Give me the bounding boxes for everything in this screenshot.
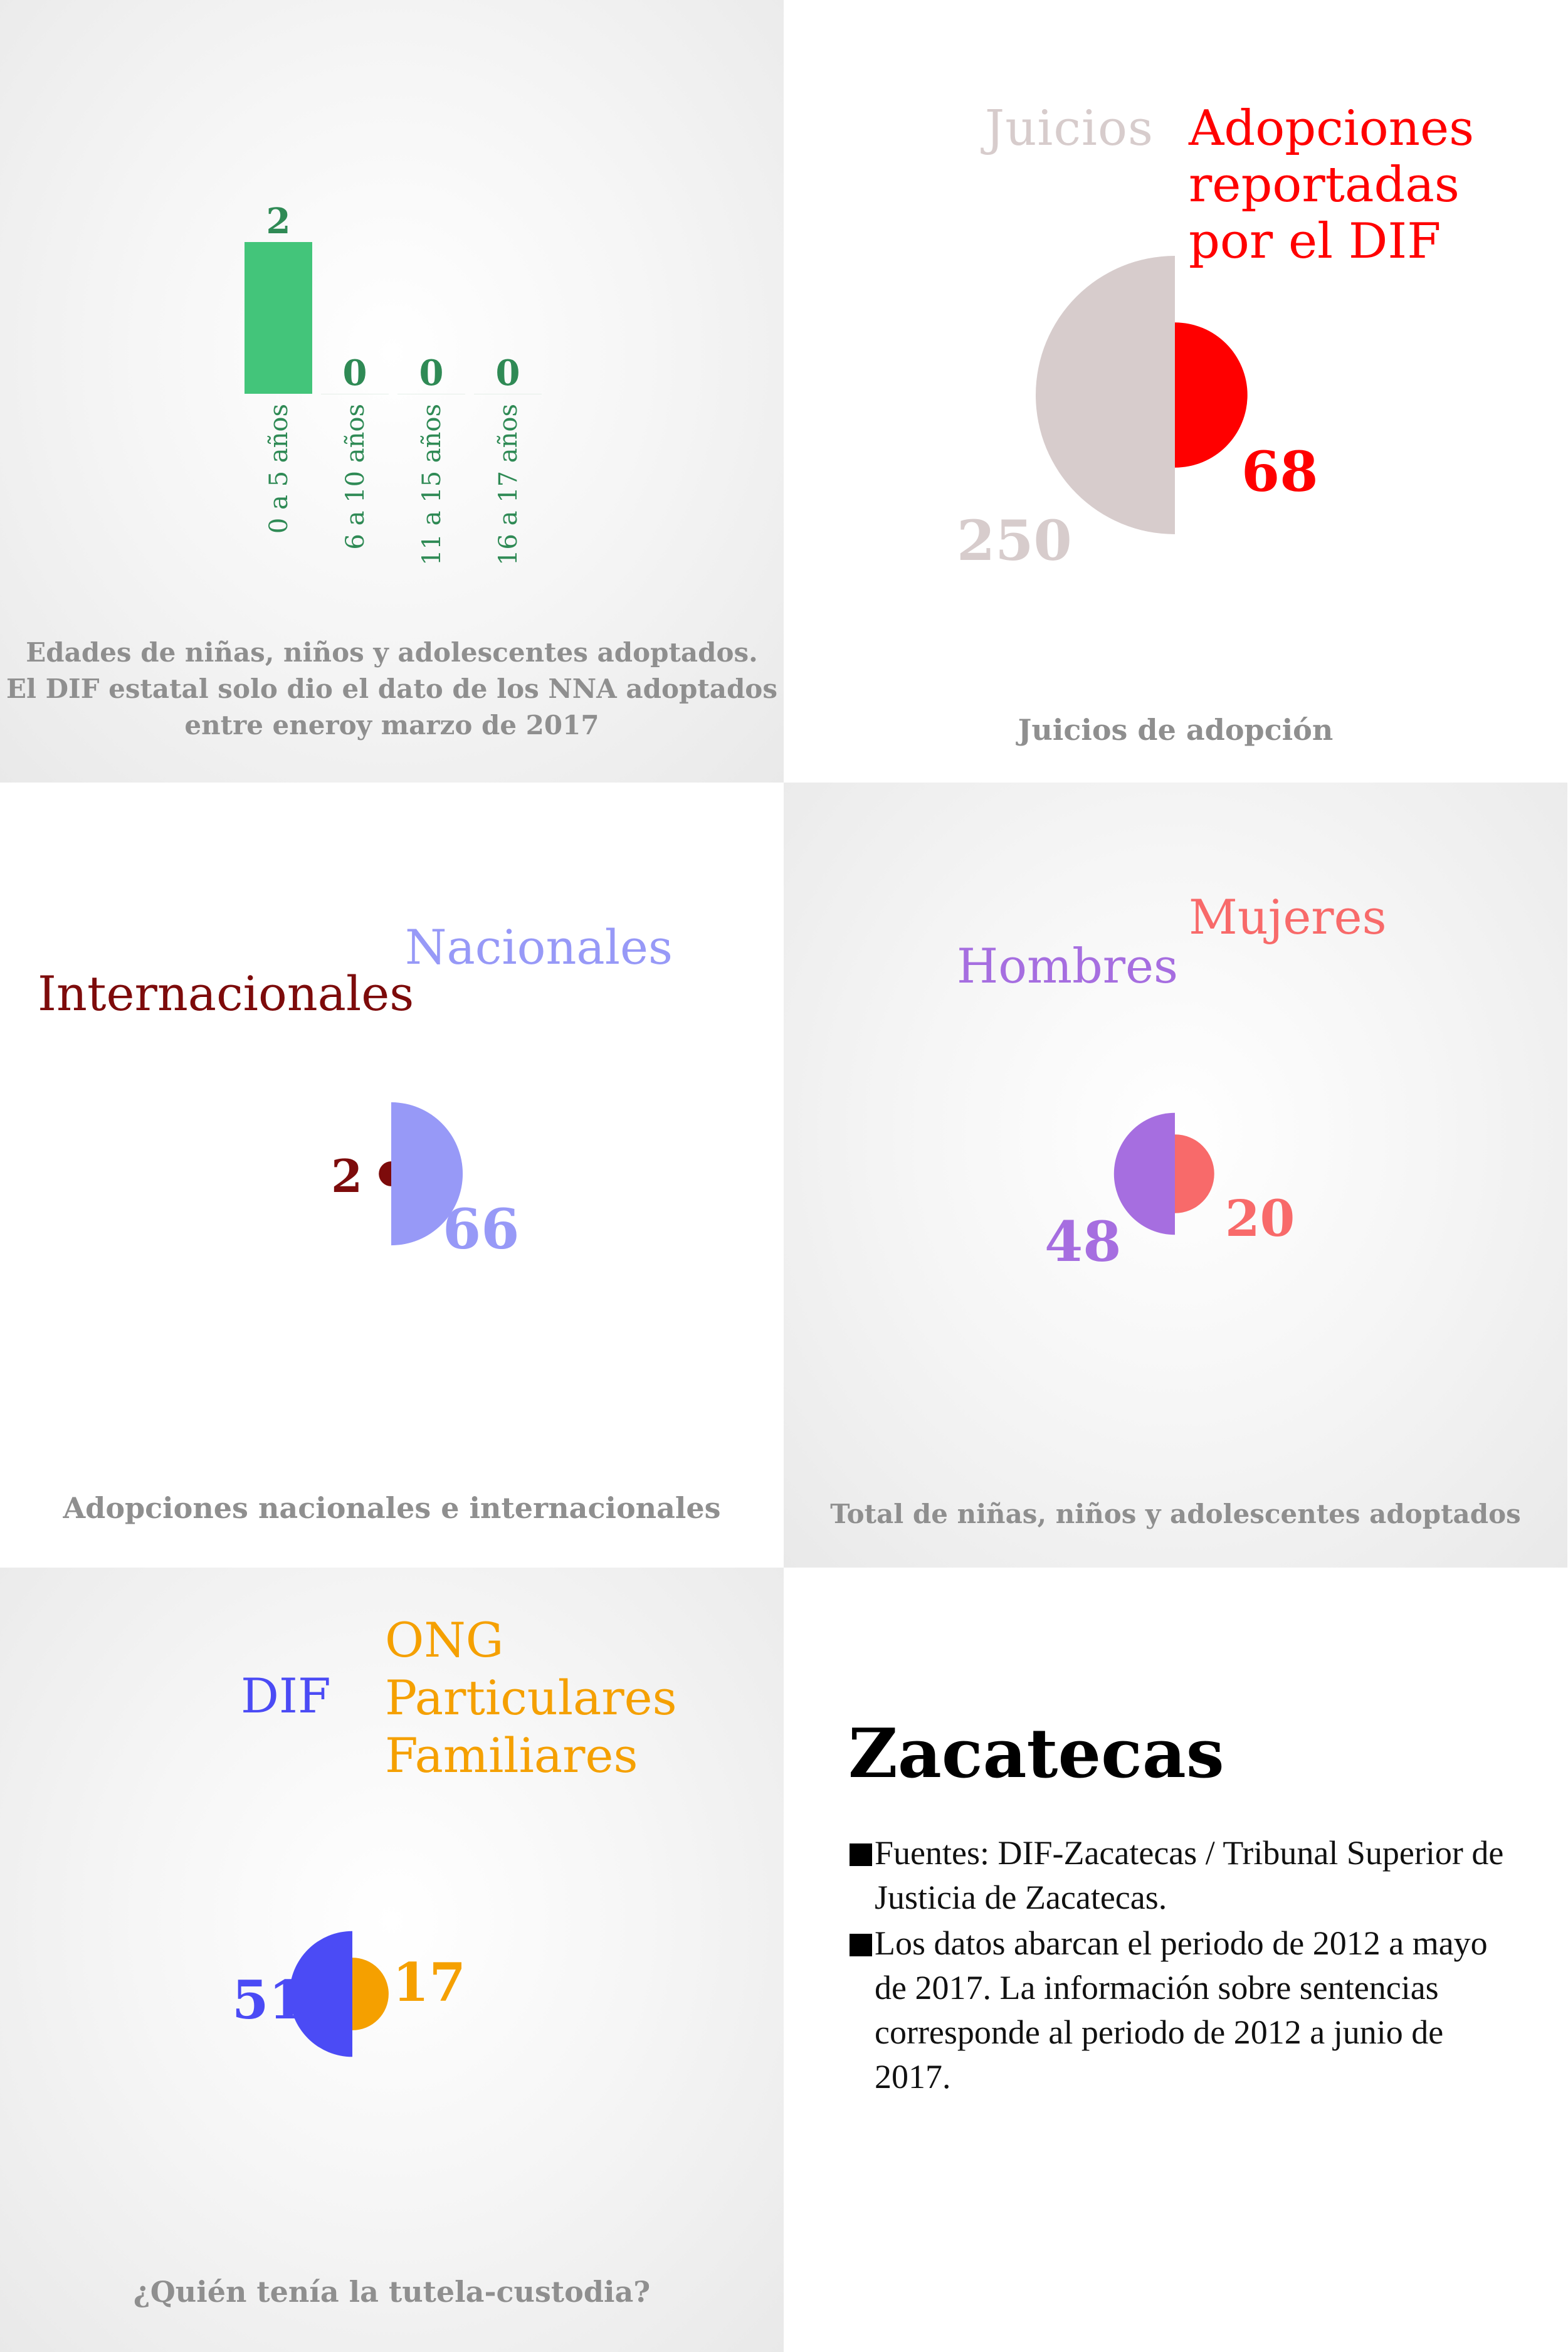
label-nacionales: Nacionales [405, 919, 673, 975]
bullet-square-icon [850, 1934, 872, 1956]
source-note [848, 1831, 1507, 1920]
label-dif-line-1: Adopciones [1189, 100, 1475, 157]
ages-caption-line-2: El DIF estatal solo dio el dato de los NNA adoptados [6, 673, 777, 704]
panel-nac-int [0, 783, 784, 1568]
period-note [848, 1921, 1507, 2099]
panel-juicios [784, 0, 1567, 783]
bar-value-2: 0 [419, 352, 444, 394]
panel-ages [0, 0, 784, 783]
gender-semicircles [784, 783, 1567, 1568]
gender-caption: Total de niñas, niños y adolescentes adoptados [830, 1499, 1521, 1529]
value-mujeres: 20 [1225, 1189, 1295, 1248]
semi-mujeres [1175, 1134, 1214, 1213]
source-note-text: Fuentes: DIF-Zacatecas / Tribunal Superior de Justicia de Zacatecas. [875, 1834, 1504, 1916]
label-dif-line-2: reportadas [1189, 157, 1460, 213]
panel-sources [784, 1568, 1567, 2352]
bar-value-1: 0 [342, 352, 367, 394]
bar-0 [245, 242, 312, 394]
value-juicios: 250 [957, 508, 1072, 573]
tutela-caption: ¿Quién tenía la tutela-custodia? [133, 2275, 651, 2309]
label-ong-line-1: ONG [385, 1612, 504, 1668]
ages-caption [0, 635, 784, 744]
bar-category-1: 6 a 10 años [341, 404, 370, 550]
label-dif-line-3: por el DIF [1189, 213, 1441, 270]
value-hombres: 48 [1044, 1209, 1122, 1274]
sources-notes [848, 1831, 1507, 2099]
sources-title: Zacatecas [848, 1714, 1224, 1793]
semi-hombres [1114, 1113, 1175, 1235]
value-internacionales: 2 [331, 1149, 363, 1203]
label-mujeres: Mujeres [1189, 889, 1387, 945]
panel-gender [784, 783, 1567, 1568]
label-ong-line-2: Particulares [385, 1670, 677, 1726]
label-internacionales: Internacionales [38, 966, 414, 1021]
label-hombres: Hombres [957, 938, 1179, 994]
label-ong-tutela [385, 1611, 677, 1785]
bar-category-2: 11 a 15 años [418, 404, 446, 566]
value-nacionales: 66 [443, 1196, 520, 1262]
semi-juicios [1036, 256, 1175, 534]
panel-tutela [0, 1568, 784, 2352]
value-dif-tutela: 51 [232, 1969, 305, 2031]
label-juicios: Juicios [984, 100, 1154, 157]
label-dif-tutela: DIF [241, 1668, 331, 1724]
bar-value-3: 0 [495, 352, 520, 394]
bar-value-0: 2 [266, 201, 291, 242]
label-adopciones-dif [1189, 100, 1474, 270]
bullet-square-icon [850, 1843, 872, 1866]
value-dif: 68 [1241, 439, 1318, 504]
period-note-text: Los datos abarcan el periodo de 2012 a mayo de 2017. La información sobre sentencias corresponde al periodo de 2012 a junio de 2017. [875, 1924, 1488, 2096]
value-ong-tutela: 17 [392, 1951, 466, 2013]
nac-int-caption: Adopciones nacionales e internacionales [63, 1491, 721, 1525]
semi-dif [1175, 322, 1248, 468]
ages-caption-line-3: entre eneroy marzo de 2017 [184, 710, 599, 741]
ages-caption-line-1: Edades de niñas, niños y adolescentes adoptados. [26, 637, 758, 668]
semi-ong-tutela [352, 1958, 389, 2030]
bar-category-3: 16 a 17 años [494, 404, 523, 566]
juicios-caption: Juicios de adopción [1018, 713, 1334, 747]
label-ong-line-3: Familiares [385, 1727, 638, 1783]
bar-category-0: 0 a 5 años [265, 404, 293, 534]
nac-int-semicircles [0, 783, 784, 1568]
semi-internacionales [379, 1161, 391, 1186]
